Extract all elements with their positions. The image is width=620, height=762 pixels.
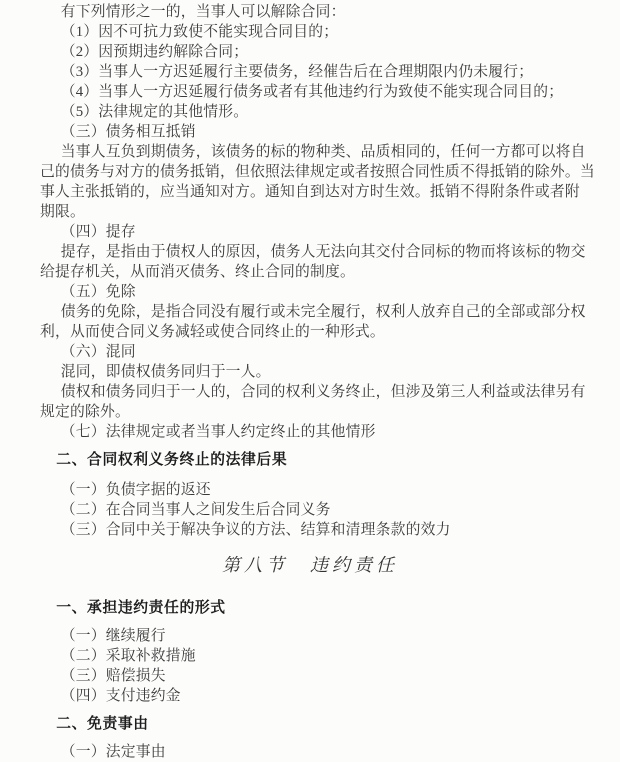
dissolution-condition-1: （1）因不可抗力致使不能实现合同目的； xyxy=(60,24,339,40)
merger-definition-line: 混同，即债权债务同归于一人。 xyxy=(60,364,271,380)
breach-form-item-3: （三）赔偿损失 xyxy=(60,668,166,684)
consequence-item-3: （三）合同中关于解决争议的方法、结算和清理条款的效力 xyxy=(60,522,451,538)
dissolution-condition-3: （3）当事人一方迟延履行主要债务，经催告后在合理期限内仍未履行； xyxy=(60,64,534,80)
consequence-item-1: （一）负债字据的返还 xyxy=(60,482,211,498)
breach-form-item-1: （一）继续履行 xyxy=(60,628,166,644)
subsection-title-other: （七）法律规定或者当事人约定终止的其他情形 xyxy=(60,424,376,440)
offset-paragraph-line: 期限。 xyxy=(40,204,85,220)
heading-exemption: 二、免责事由 xyxy=(56,716,149,732)
consequence-item-2: （二）在合同当事人之间发生后合同义务 xyxy=(60,502,331,518)
dissolution-condition-5: （5）法律规定的其他情形。 xyxy=(60,104,249,120)
breach-form-item-4: （四）支付违约金 xyxy=(60,688,181,704)
subsection-title-offset: （三）债务相互抵销 xyxy=(60,124,196,140)
heading-termination-consequences: 二、合同权利义务终止的法律后果 xyxy=(56,452,288,468)
offset-paragraph-line: 当事人互负到期债务，该债务的标的物种类、品质相同的，任何一方都可以将自 xyxy=(60,144,586,160)
deposit-paragraph-line: 给提存机关，从而消灭债务、终止合同的制度。 xyxy=(40,264,355,280)
dissolution-intro-line: 有下列情形之一的，当事人可以解除合同： xyxy=(60,4,346,20)
offset-paragraph-line: 己的债务与对方的债务抵销，但依照法律规定或者按照合同性质不得抵销的除外。当 xyxy=(40,164,595,180)
breach-form-item-2: （二）采取补救措施 xyxy=(60,648,196,664)
offset-paragraph-line: 事人主张抵销的，应当通知对方。通知自到达对方时生效。抵销不得附条件或者附 xyxy=(40,184,580,200)
heading-breach-forms: 一、承担违约责任的形式 xyxy=(56,600,226,616)
subsection-title-merger: （六）混同 xyxy=(60,344,136,360)
merger-paragraph-line: 债权和债务同归于一人的，合同的权利义务终止，但涉及第三人利益或法律另有 xyxy=(60,384,586,400)
dissolution-condition-2: （2）因预期违约解除合同； xyxy=(60,44,249,60)
release-paragraph-line: 利，从而使合同义务减轻或使合同终止的一种形式。 xyxy=(40,324,385,340)
deposit-paragraph-line: 提存，是指由于债权人的原因，债务人无法向其交付合同标的物而将该标的物交 xyxy=(60,244,586,260)
dissolution-condition-4: （4）当事人一方迟延履行债务或者有其他违约行为致使不能实现合同目的； xyxy=(60,84,564,100)
subsection-title-deposit: （四）提存 xyxy=(60,224,136,240)
release-paragraph-line: 债务的免除，是指合同没有履行或未完全履行，权利人放弃自己的全部或部分权 xyxy=(60,304,586,320)
subsection-title-release: （五）免除 xyxy=(60,284,136,300)
section-title-breach-liability: 第八节 违约责任 xyxy=(222,555,398,575)
exemption-item-1: （一）法定事由 xyxy=(60,744,166,760)
merger-paragraph-line: 规定的除外。 xyxy=(40,404,130,420)
